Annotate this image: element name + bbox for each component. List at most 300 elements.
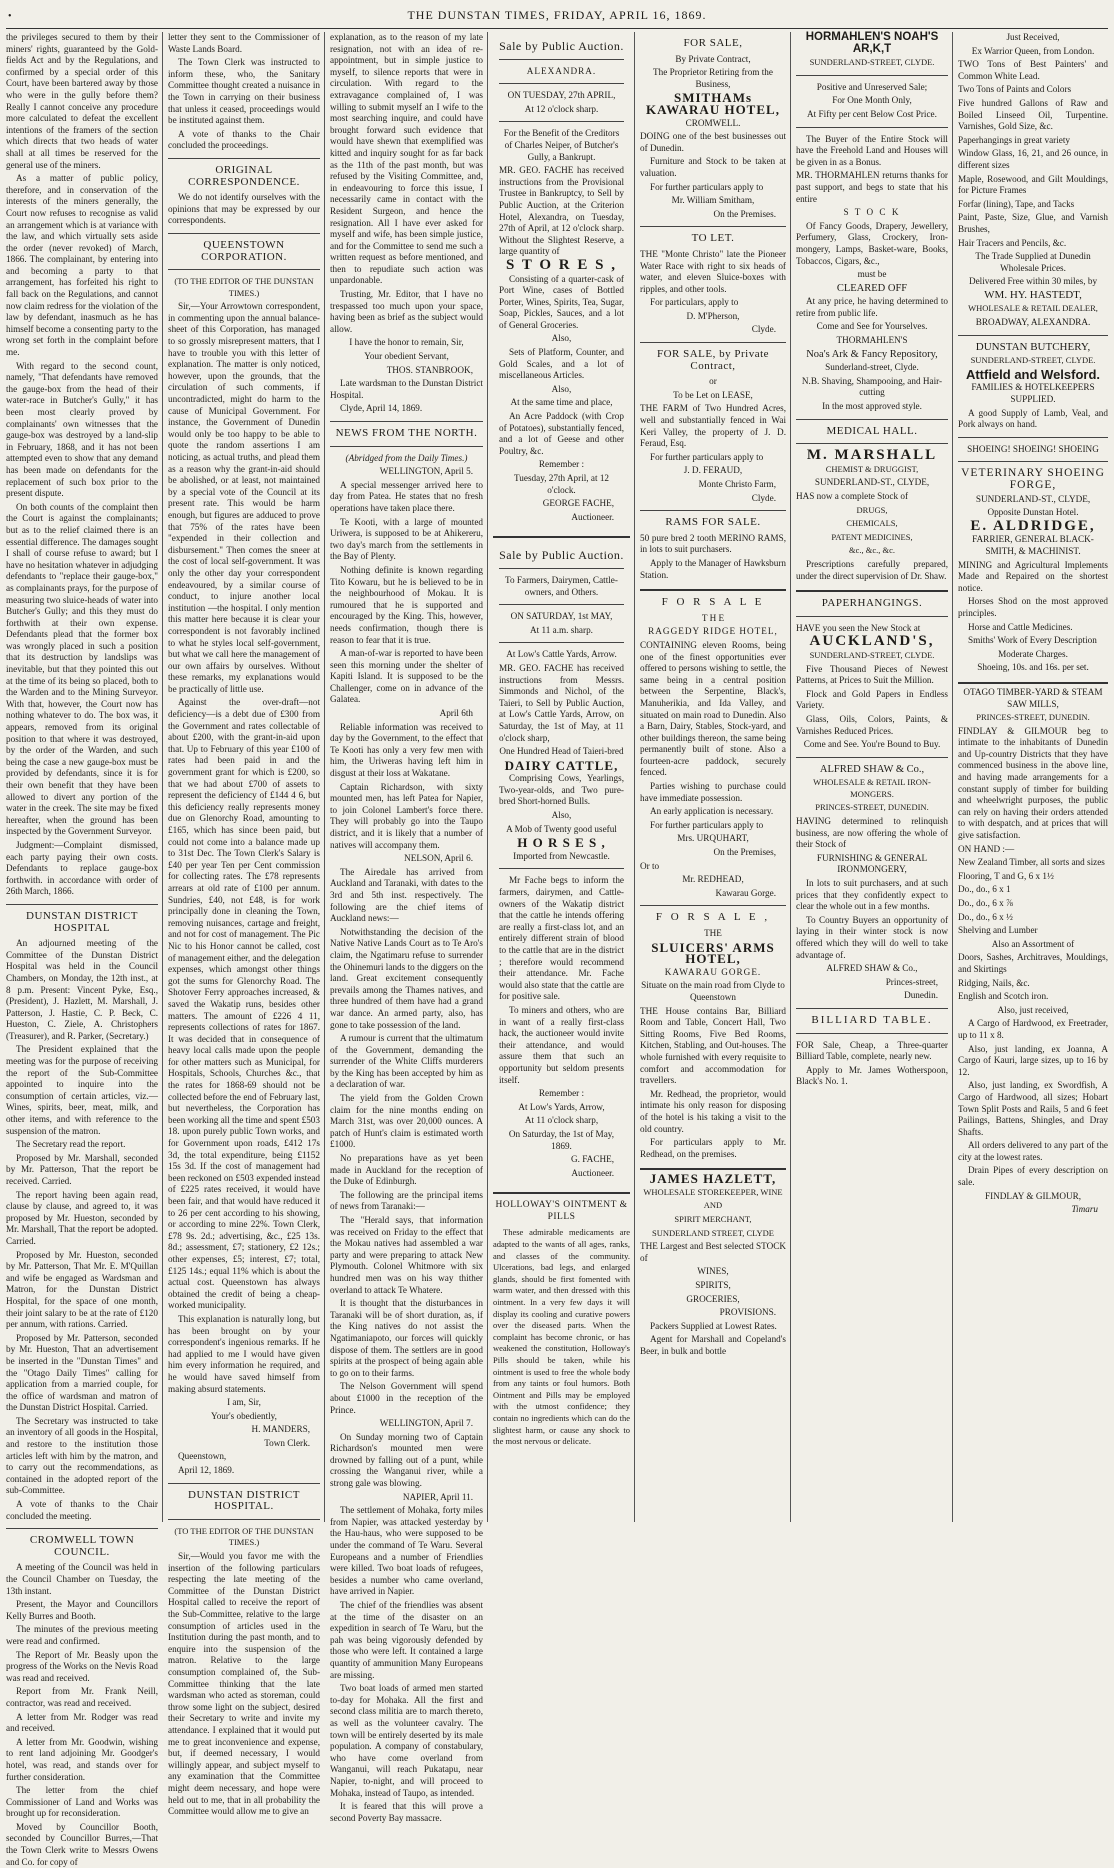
ad-text: Situate on the main road from Clyde to Queenstown — [641, 980, 785, 1002]
ad-merchant-name: JAMES HAZLETT, — [649, 1171, 777, 1187]
ad-text: T H E — [701, 612, 725, 623]
ad-list-item: PATENT MEDICINES, — [831, 531, 913, 542]
divider — [796, 616, 948, 617]
ad-text: Positive and Unreserved Sale; — [816, 81, 928, 92]
ad-text: Comprising Cows, Yearlings, Two-year-olds, and Two pure-bred Short-horned Bulls. — [499, 773, 624, 807]
ad-merchant-name: ALFRED SHAW & Co., — [819, 763, 925, 775]
letter-paragraph: Sir,—Would you favor me with the insertion of the following particulars respecting the late meeting of the Committee of the Dunstan District Hospital called to receive the report of the Sub-Committee, relative to the large consumption of articles used in the Institution during the past month, and to enquire into the suspension of the matron. Relative to the large consumption complained of, the Sub-Committee thinking that the late wardsman who acted as storeman, could throw some light on the subject, desired their Secretary to write and invite my attendance. I explained that it would put me to great inconvenience and expense, but, if deemed necessary, I would willingly appear, and subject myself to any examination that the Committee might deem necessary, and hope were held out to me, that in all probability the Committee would allow me to give an — [168, 1551, 320, 1817]
ad-text: Mr Fache begs to inform the farmers, dairymen, and Cattle-owners of the Wakatip district that the cattle he intends offering are really a first-class lot, and an entirely different strain of blood to the cattle that are in the district ; therefore would recommend their attendance. Mr. Fache would also state that the cattle are for positive sale. — [499, 875, 624, 1002]
news-paragraph: It is thought that the disturbances in Taranaki will be of short duration, as, if the King natives do not assist the Ngatimaniapoto, our forces will quickly dispose of them. The settlers are in good spirits at the prospect of being again able to go on to their farms. — [330, 1298, 483, 1378]
ad-text: THE FARM of Two Hundred Acres, well and substantially fenced in Wai Keri Valley, the property of J. D. Feraud, Esq. — [640, 403, 786, 449]
ad-text: FOR Sale, Cheap, a Three-quarter Billiard Table, complete, nearly new. — [796, 1039, 948, 1062]
article-paragraph: Moved by Councillor Booth, seconded by Councillor Burres,—That the Town Clerk write to Messrs Owens and Co. for copy of — [6, 1821, 158, 1867]
ad-item-title: S T O C K — [843, 207, 901, 218]
divider — [796, 1008, 948, 1009]
ad-text: The Buyer of the Entire Stock will have the Freehold Land and Houses will be given in as a Bonus. — [796, 133, 948, 167]
ad-item-title: RAGGEDY RIDGE HOTEL, — [648, 626, 778, 637]
article-paragraph: The President explained that the meeting was for the purpose of receiving the report of the Sub-Committee appointed to inquire into the consumption of certain articles, viz.—Wines, spirits, beer, meat, milk, and other items, and with reference to the suspension of the matron. — [6, 1044, 158, 1136]
column-rule — [952, 32, 953, 1522]
ad-street: Sunderland-street, Clyde. — [825, 362, 919, 373]
divider — [796, 757, 948, 758]
ad-heading: FOR SALE, by Private Contract, — [656, 348, 770, 372]
signoff: I have the honor to remain, Sir, — [349, 337, 464, 348]
ad-text: Window Glass, 16, 21, and 26 ounce, in different sizes — [958, 148, 1108, 170]
ad-heading: TO LET. — [691, 232, 735, 245]
ad-text: For further particulars apply to — [650, 451, 764, 462]
news-paragraph: On Sunday morning two of Captain Richardson's mounted men were drowned by falling out of a punt, while crossing the Wanganui river, while a strong gale was blowing. — [330, 1431, 483, 1489]
column-rule — [162, 32, 163, 1522]
ad-heading-medical: MEDICAL HALL. — [826, 424, 918, 437]
ad-list-item: WINES, — [697, 1266, 729, 1277]
ad-time: At 11 a.m. sharp. — [530, 624, 593, 635]
ad-text: Paperhangings in great variety — [958, 134, 1070, 145]
divider — [330, 446, 483, 447]
ad-place: CROMWELL. — [685, 117, 741, 128]
news-paragraph: The "Herald says, that information was received on Friday to the effect that the Mokau natives had assembled a war party and were preparing to attack New Plymouth. Colonel Whitmore with six hundred men was on his way thither overland to attack Te Whatere. — [330, 1215, 483, 1295]
ad-item-title: CLEARED OFF — [836, 282, 908, 294]
column-6 — [796, 32, 948, 1522]
divider — [168, 158, 320, 159]
article-paragraph: With regard to the second count, namely, "That defendants have removed the gauge-box from the head of their water-race in Butcher's Gully," it has been most clearly proved by complainants' own witnesses that the gauge-box was destroyed by a land-slip in February, 1868, and it has not been attempted even to show that any demand has been made on defendants for the replacement of such box prior to the present dispute. — [6, 360, 158, 499]
article-paragraph: The Town Clerk was instructed to inform these, who, the Sanitary Committee thought created a nuisance in the Town in carrying on their business that unless it ceased, proceedings would be instituted against them. — [168, 57, 320, 126]
ad-auctioneer-title: Auctioneer. — [571, 1167, 614, 1178]
ad-text: On Saturday, the 1st of May, 1869. — [508, 1128, 615, 1151]
article-paragraph: The Secretary was instructed to take an inventory of all goods in the Hospital, and restore to the institution those articles left with him by the matron, and to carry out the recommendations, as contained in the adopted report of the sub-Committee. — [6, 1415, 158, 1496]
ad-text: must be — [857, 269, 887, 280]
editor-note: (TO THE EDITOR OF THE DUNSTAN TIMES.) — [174, 1525, 314, 1548]
letter-date: April 12, 1869. — [178, 1465, 235, 1476]
letter-paragraph: Against the over-draft—not deficiency—is a debt due of £300 from the Government and rates collectable of about £200, with the grant-in-aid upon that. Up to February of this year £100 of rates had been paid in and the government grant for which is £200, so that we had about £700 of assets to represent the deficiency of £144 4 6, but this deficiency really represents money due on Glenorchy Road, amounting to £165, which has since been paid, but could not come into a balance made up to 31st Dec. The Town Clerk's Salary is £40 per year Ten per Cent commission for collecting rates. The £78 represents arrears at old rate of £100 per annum. Sundries, £40, not £48, is for work principally done in cleaning the Town, removing nuisances, cartage and freight, and not for cost of management. The Pic Nic to his Honor cannot be called, cost of management either, and the delegation expenses, which amongst other things got the sums for Glenorchy Road. The Shotover Ferry approaches increased, & saved the Wakatip runs, besides other matters. The amount of £226 4 11, represents collections of rates for 1867. It was decided that in consequence of heavy local calls made upon the people for other matters such as Municipal, for Hospitals, Schools, Churches &c., that the rates for 1868-69 should not be collected before the end of February last, but nevertheless, the Corporation has been working all the time and spent £503 18. upon purely public Town works, and for Government upon roads, £412 17s 3d, the total expenditure, being £1152 15s 3d. If the cost of management had been reckoned on £503 expended instead of £225 rates received, it would have been fair, and that would have reduced it to 26 per cent according to his showing, or according to mine 22%. Town Clerk, £78 9s. 2d.; advertising, &c., £25 13s. 8d.; assessment, £7; stationery, £2 12s.; other expenses, £5; interest, £7; total, £125 14s.; equal 11% which is about the actual cost. Queenstown has always obtained the credit of being a cheap-worked municipality. — [168, 697, 320, 1311]
ad-heading: Sale by Public Auction. — [499, 548, 624, 563]
signature: Dunedin. — [904, 990, 938, 1001]
ad-text: At the same time and place, — [510, 397, 613, 408]
ad-text: To miners and others, who are in want of a really first-class hack, the auctioneer would invite their attendance, and would assure them that such an opportunity but seldom presents itself. — [499, 1004, 624, 1085]
dateline: NELSON, April 6. — [404, 853, 473, 864]
ad-item-title: S T O R E S , — [506, 256, 617, 273]
ad-text: Agent for Marshall and Copeland's Beer, in bulk and bottle — [640, 1334, 786, 1356]
divider — [640, 342, 786, 343]
ad-trade: SPIRIT MERCHANT, — [674, 1214, 752, 1225]
divider — [796, 419, 948, 420]
ad-text: Also, just landing, ex Swordfish, A Cargo of Hardwood, all sizes; Hobart Town Split Posts and Rails, 5 and 6 feet Pailings, Battens, Shingles, and Dray Shafts. — [958, 1080, 1108, 1137]
column-7 — [958, 32, 1108, 1522]
divider — [168, 269, 320, 270]
signature: FINDLAY & GILMOUR, — [984, 1190, 1082, 1201]
ad-text: THE Largest and Best selected STOCK of — [640, 1241, 786, 1263]
ad-heading-holloway: HOLLOWAY'S OINTMENT & PILLS — [495, 1200, 628, 1222]
divider — [958, 335, 1108, 336]
divider — [958, 437, 1108, 438]
signature: H. MANDERS, — [251, 1424, 310, 1435]
ad-list-item: GROCERIES, — [686, 1293, 740, 1304]
ad-list-item: Do., do., 6 x 1 — [958, 884, 1011, 895]
article-paragraph: Proposed by Mr. Patterson, seconded by Mr. Hueston, That an advertisement be inserted in the "Dunstan Times" and the "Otago Daily Times" calling for application from a married couple, for the office of wardsman and matron of the Dunstan District Hospital. Carried. — [6, 1332, 158, 1413]
ad-text: THE "Monte Christo" late the Pioneer Water Race with right to six heads of water, and eleven Sluice-boxes with ripples, and other tools. — [640, 248, 786, 294]
ad-text: At any price, he having determined to retire from public life. — [796, 296, 948, 318]
ad-merchant-name: Attfield and Welsford. — [965, 366, 1101, 382]
signoff: Your obedient Servant, — [364, 351, 449, 362]
ad-street: SUNDERLAND-ST., CLYDE, — [814, 477, 930, 488]
ad-text: TWO Tons of Best Painters' and Common White Lead. — [958, 59, 1108, 81]
ad-text: DOING one of the best businesses out of Dunedin. — [640, 131, 786, 153]
ad-text: Opposite Dunstan Hotel. — [987, 507, 1079, 518]
divider — [640, 510, 786, 511]
ad-text: At 11 o'clock sharp, — [524, 1115, 599, 1126]
divider — [796, 443, 948, 444]
ad-trade: WHOLESALE STOREKEEPER, WINE — [643, 1186, 783, 1197]
article-paragraph: Proposed by Mr. Marshall, seconded by Mr. Patterson, That the report be received. Carried. — [6, 1152, 158, 1186]
ad-text: Drain Pipes of every description on sale. — [958, 1165, 1108, 1188]
page-corner-mark: • — [8, 11, 13, 22]
heading-queenstown: QUEENSTOWN CORPORATION. — [201, 238, 287, 263]
news-paragraph: A rumour is current that the ultimatum of the Government, demanding the surrender of the White Cliffs murderers by the King has been accepted by him as a declaration of war. — [330, 1033, 483, 1090]
news-paragraph: No preparations have as yet been made in Auckland for the reception of the Duke of Edinburgh. — [330, 1153, 483, 1187]
article-paragraph: An adjourned meeting of the Committee of the Dunstan District Hospital was held in the Council Chambers, on Monday, the 12th inst., at 8 p.m. Present: Vincent Pyke, Esq., (President), J. Hazlett, M. Marshall, J. Patterson, J. Hastie, C. P. Beck, C. Hueston, C. Ziele, A. Christophers (Treasurer), and R. Parker, (Secretary.) — [6, 938, 158, 1041]
ad-place: KAWARAU GORGE. — [664, 966, 762, 977]
ad-trade: FARRIER, GENERAL BLACK-SMITH, & MACHINIST. — [972, 534, 1094, 556]
ad-list-item: SPIRITS, — [695, 1280, 731, 1291]
news-paragraph: Captain Richardson, with sixty mounted men, has left Patea for Napier, to join Colonel Lambert's force there. They will probably go into the Taupo district, and it is likely that a number of natives will accompany them. — [330, 781, 483, 850]
article-paragraph: the privileges secured to them by their miners' rights, guaranteed by the Gold-fields Act and by the Regulations, and confirmed by a special order of this Court, have been bartered away by those who were in the gully before them? Really I cannot conceive any procedure more calculated to defeat the excellent intentions of the framers of the section which directs that two heads of water shall at all times be reserved for the general use of the miners. — [6, 32, 158, 170]
letter-paragraph: This explanation is naturally long, but has been brought on by your correspondent's ingenious remarks. If he had applied to me I would have given him every information he required, and he would have saved himself from making absurd statements. — [168, 1313, 320, 1394]
ad-text: 50 pure bred 2 tooth MERINO RAMS, in lots to suit purchasers. — [640, 532, 786, 555]
ad-list-item: Do., do., 6 x ½ — [958, 911, 1013, 922]
ad-text: Also, just landing, ex Joanna, A Cargo of Kauri, large sizes, up to 16 by 12. — [958, 1043, 1108, 1077]
ad-street: PRINCES-STREET, DUNEDIN. — [976, 712, 1090, 723]
ad-text: An early application is necessary. — [650, 806, 774, 817]
ad-text: The Proprietor Retiring from the Business, — [653, 67, 773, 89]
ad-text: N.B. Shaving, Shampooing, and Hair-cutting — [801, 375, 943, 398]
ad-text: Horses Shod on the most approved principles. — [958, 596, 1108, 618]
ad-place: ALEXANDRA. — [526, 65, 597, 76]
divider — [499, 121, 624, 122]
article-paragraph: The report having been again read, clause by clause, and agreed to, it was proposed by Mr. Hueston, seconded by Mr. Marshall, That the report be adopted. Carried. — [6, 1189, 158, 1246]
ad-heading: Just Received, — [1006, 32, 1060, 42]
ad-text: Forfar (lining), Tape, and Tacks — [958, 198, 1075, 209]
signature: Princes-street, — [885, 976, 938, 987]
ad-heading-forge: VETERINARY SHOEING FORGE, — [961, 467, 1105, 491]
ad-item-title: FURNISHING & GENERAL IRONMONGERY, — [816, 852, 928, 875]
editor-note: (TO THE EDITOR OF THE DUNSTAN TIMES.) — [174, 276, 314, 298]
ad-text: To be Let on LEASE, — [673, 389, 753, 400]
ad-business-name: Noa's Ark & Fancy Repository, — [806, 348, 938, 360]
ad-street: BROADWAY, ALEXANDRA. — [975, 317, 1091, 328]
ad-item-title: SLUICERS' ARMS HOTEL, — [651, 939, 775, 967]
ad-text: HAVE you seen the New Stock at — [796, 622, 921, 633]
ad-text: A Mob of Twenty good useful — [506, 823, 617, 834]
ad-list-item: New Zealand Timber, all sorts and sizes — [958, 857, 1105, 868]
ad-item-title: H O R S E S , — [517, 835, 606, 851]
news-paragraph: Reliable information was received to day by the Government, to the effect that Te Kooti has only a very few men with him, the Uriweras having left him in disgust at their loss at Wakatane. — [330, 721, 483, 779]
ad-text: Come and See. You're Bound to Buy. — [803, 739, 941, 750]
ad-text: At Low's Yards, Arrow, — [518, 1101, 605, 1112]
article-paragraph: A meeting of the Council was held in the Council Chamber on Tuesday, the 13th instant. — [6, 1562, 158, 1596]
ad-contact: Clyde. — [751, 324, 776, 335]
ad-trade: CHEMIST & DRUGGIST, — [825, 463, 919, 474]
news-paragraph: The Airedale has arrived from Auckland and Taranaki, with dates to the 3rd and 5th inst. respectively. The following are the chief items of Auckland news:— — [330, 866, 483, 924]
ad-street: SUNDERLAND-STREET, CLYDE. — [809, 649, 935, 660]
ad-street: SUNDERLAND-STREET, CLYDE. — [970, 355, 1096, 366]
ad-auctioneer: G. FACHE, — [571, 1154, 614, 1165]
ad-text: At Fifty per cent Below Cost Price. — [807, 108, 937, 119]
article-paragraph: We do not identify ourselves with the opinions that may be expressed by our correspondents. — [168, 192, 320, 226]
ad-text: Maple, Rosewood, and Gilt Mouldings, for Picture Frames — [958, 173, 1108, 196]
ad-contact: On the Premises. — [713, 208, 776, 219]
ad-text: Glass, Oils, Colors, Paints, & Varnishes Reduced Prices. — [796, 713, 948, 736]
letter-paragraph: explanation, as to the reason of my late resignation, not with an idea of re-appointment, but in simple justice to myself, to silence reports that were in circulation. With regard to the extravagance complained of, I was willing to submit myself an I wife to the most searching inquire, and could have brought forward such evidence that would have shewn that exemplified was kitted and inquiry sought for as far back as the 11th of the past month, but was refused by the Visiting Committee, and, in endeavouring to force this issue, I necessarily came in contact with the Resident Surgeon, and hence the resignation. All I have ever asked for myself and wife, has been simple justice, and for the Committee to send me such a written request as before mentioned, and then to repudiate such action was unpardonable. — [330, 32, 483, 286]
news-paragraph: The settlement of Mohaka, forty miles from Napier, was attacked yesterday by the Hau-haus, who were supposed to be under the command of Te Waru. Several Europeans and a number of Friendlies were killed. Two boat loads of refugees, besides a number who came overland, have arrived in Napier. — [330, 1505, 483, 1597]
ad-text: Also, — [551, 333, 572, 344]
divider — [6, 904, 158, 905]
ad-heading-butchery: DUNSTAN BUTCHERY, — [975, 340, 1091, 353]
ad-merchant-name: E. ALDRIDGE, — [970, 517, 1096, 534]
column-1 — [6, 32, 158, 1867]
article-paragraph: The Report of Mr. Beasly upon the progress of the Works on the Nevis Road was read and received. — [6, 1649, 158, 1683]
ad-text: These admirable medicaments are adapted to the wants of all ages, ranks, and classes of the community. Ulcerations, bad legs, and enlarged glands, should be first fomented with warm water, and then dressed with this ointment. In a very few days it will display its cooling and curative powers over the diseased parts. When the complaint has become chronic, or has weakened the constitution, Holloway's Pills should be taken, while his ointment is used to free the whole body from any taints or foul humors. Both Ointment and Pills may be employed with the utmost confidence; they contain no ingredients which can do the slightest harm, or cause any shock to the most nervous or delicate. — [493, 1227, 630, 1447]
divider — [640, 905, 786, 906]
ad-text: A Cargo of Hardwood, ex Freetrader, up to 11 x 8. — [958, 1018, 1108, 1040]
news-paragraph: A special messenger arrived here to day from Patea. He states that no fresh operations have taken place there. — [330, 479, 483, 513]
divider — [493, 1192, 630, 1194]
ad-heading: F O R S A L E — [661, 596, 765, 609]
heading-hospital-letter: DUNSTAN DISTRICT HOSPITAL. — [188, 1488, 300, 1513]
column-rule — [790, 32, 791, 1522]
masthead — [0, 0, 1114, 28]
signature: THOS. STANBROOK, — [386, 364, 473, 375]
letter-paragraph: Trusting, Mr. Editor, that I have no trespassed too much upon your space, having been as brief as the subject would allow. — [330, 289, 483, 334]
ad-text: To Farmers, Dairymen, Cattle-owners, and Others. — [505, 574, 618, 597]
news-paragraph: Notwithstanding the decision of the Native Native Lands Court as to Te Aro's claim, the Ngatimaru refuse to surrender the Ohinemuri lands to the diggers on the land. Great excitement consequently prevails among the Thames natives, and three hundred of them have had a grand war dance. An armed party, also, has gone to take possession of the land. — [330, 926, 483, 1030]
ad-contact: On the Premises, — [713, 847, 776, 858]
ad-text: The Trade Supplied at Dunedin Wholesale Prices. — [975, 251, 1091, 273]
ad-place: At Low's Cattle Yards, Arrow. — [506, 649, 617, 660]
ad-heading: RAMS FOR SALE. — [665, 516, 761, 529]
ad-text: HAS now a complete Stock of — [796, 491, 909, 501]
article-paragraph: letter they sent to the Commissioner of Waste Lands Board. — [168, 32, 320, 54]
ad-text: THE — [704, 928, 722, 938]
ad-text: THE House contains Bar, Billiard Room and Table, Concert Hall, Two Sitting Rooms, Five Bed Rooms, Kitchen, Stabling, and Out-houses. The whole furnished with every requisite to comfort and accommodation for travellers. — [640, 1005, 786, 1086]
ad-text: Prescriptions carefully prepared, under the direct supervision of Dr. Shaw. — [796, 558, 948, 581]
article-paragraph: Judgment:—Complaint dismissed, each party paying their own costs. Defendants to replace gauge-box forthwith. in accordance with order of 26th March, 1866. — [6, 839, 158, 897]
divider — [168, 233, 320, 234]
divider — [796, 75, 948, 76]
ad-date: ON TUESDAY, 27th APRIL, — [507, 90, 616, 101]
article-paragraph: Report from Mr. Frank Neill, contractor, was read and received. — [6, 1686, 158, 1708]
ad-heading-sawmill: OTAGO TIMBER-YARD & STEAM SAW MILLS, — [963, 686, 1103, 709]
article-paragraph: Present, the Mayor and Councillors Kelly Burres and Booth. — [6, 1599, 158, 1621]
article-paragraph: A letter from Mr. Rodger was read and received. — [6, 1711, 158, 1734]
divider — [958, 682, 1108, 684]
ad-text: FAMILIES & HOTELKEEPERS SUPPLIED. — [971, 382, 1095, 405]
ad-contact: Kawarau Gorge. — [715, 887, 776, 898]
dateline: NAPIER, April 11. — [402, 1491, 473, 1502]
signature-place: Timaru — [1071, 1204, 1098, 1215]
ad-text: ON HAND :— — [958, 843, 1015, 854]
ad-text: All orders delivered to any part of the city at the lowest rates. — [958, 1140, 1108, 1162]
divider — [499, 642, 624, 643]
ad-text: Apply to Mr. James Wotherspoon, Black's No. 1. — [796, 1064, 948, 1087]
ad-list-item: Doors, Sashes, Architraves, Mouldings, and Skirtings — [958, 952, 1108, 974]
ad-text: HAVING determined to relinquish business, are now offering the whole of their Stock of — [796, 816, 948, 850]
ad-text: Shoeing, 10s. and 16s. per set. — [977, 662, 1089, 673]
ad-text: AND — [703, 1200, 723, 1211]
ad-text: For particulars apply to Mr. Redhead, on the premises. — [640, 1137, 786, 1159]
article-paragraph: The Secretary read the report. — [16, 1139, 126, 1150]
ad-trade: WHOLESALE & RETAIL DEALER, — [968, 303, 1098, 314]
ad-heading: Sale by Public Auction. — [499, 39, 624, 53]
ad-text: Parties wishing to purchase could have immediate possession. — [640, 781, 786, 803]
news-paragraph: The following are the principal items of news from Taranaki:— — [330, 1189, 483, 1212]
ad-text: Horse and Cattle Medicines. — [968, 621, 1073, 632]
ad-contact: J. D. FERAUD, — [683, 465, 743, 476]
ad-contact: Clyde. — [751, 492, 776, 503]
column-rule — [634, 32, 635, 1522]
ad-list-item: Flooring, T and G, 6 x 1½ — [958, 870, 1054, 881]
ad-street: PRINCES-STREET, DUNEDIN. — [815, 802, 929, 813]
ad-contact: Mr. William Smitham, — [671, 195, 755, 206]
ad-contact: Mr. REDHEAD, — [682, 874, 744, 885]
ad-list-item: Shelving and Lumber — [958, 925, 1038, 936]
ad-text: Come and See for Yourselves. — [816, 321, 928, 332]
ad-text: MR. GEO. FACHE has received instructions from Messrs. Simmonds and Nichol, of the Taieri, to Sell by Public Auction, at Low's Cattle Yards, Arrow, on Saturday, the 1st of May, at 11 o'clock sharp, — [499, 662, 624, 743]
article-paragraph: A letter from Mr. Goodwin, wishing to rent land adjoining Mr. Goodger's hotel, was read, and stands over for further consideration. — [6, 1736, 158, 1782]
signoff: I am, Sir, — [227, 1397, 261, 1408]
masthead-rule — [6, 28, 1108, 29]
ad-text: Remember : — [538, 1088, 585, 1099]
letter-date: Clyde, April 14, 1869. — [340, 403, 423, 414]
news-paragraph: The chief of the friendlies was absent at the time of the disaster on an expedition in search of Te Waru, but the pah was being vigorously defended by those who were left. It contained a large quantity of ammunition Many Europeans are missing. — [330, 1600, 483, 1680]
ad-contact: Monte Christo Farm, — [698, 479, 776, 489]
divider — [6, 1528, 158, 1529]
ad-text: MR. THORMAHLEN returns thanks for past support, and begs to state that his entire — [796, 170, 948, 204]
column-rule — [487, 32, 488, 1522]
divider — [499, 83, 624, 84]
article-paragraph: The letter from the chief Commissioner of Land and Works was brought up for reconsideration. — [6, 1785, 158, 1819]
ad-street: SUNDERLAND-STREET, CLYDE. — [809, 57, 935, 68]
ad-text: Hair Tracers and Pencils, &c. — [958, 237, 1067, 248]
ad-text: Packers Supplied at Lowest Rates. — [650, 1320, 777, 1331]
heading-news-north: NEWS FROM THE NORTH. — [335, 427, 478, 439]
ad-list-item: Ridging, Nails, &c. — [958, 977, 1030, 988]
ad-heading-billiard: BILLIARD TABLE. — [811, 1013, 933, 1026]
ad-text: To Country Buyers an opportunity of laying in their winter stock is now offered which they will do well to take advantage of. — [796, 914, 948, 960]
ad-text: For particulars, apply to — [650, 297, 739, 308]
divider — [796, 127, 948, 128]
ad-text: For the Benefit of the Creditors of Charles Neiper, of Butcher's Gully, a Bankrupt. — [503, 128, 620, 162]
ad-text: For One Month Only, — [832, 95, 912, 106]
column-4 — [493, 32, 630, 1522]
ad-text: MR. GEO. FACHE has received instructions from the Provisional Trustee in Bankruptcy, to Sell by Public Auction, at the Criterion Hotel, Alexandra, on Tuesday, 27th of April, at 12 o'clock sharp. Without the Slightest Reserve, a large quantity of — [499, 165, 624, 257]
ad-text: Consisting of a quarter-cask of Port Wine, cases of Bottled Porter, Wines, Spirits, Tea, Sugar, Soap, Pickles, Sauces, and a lot of General Groceries. — [499, 273, 624, 330]
ad-text: Sets of Platform, Counter, and Gold Scales, and a lot of miscellaneous Articles. — [499, 347, 624, 381]
ad-text: Of Fancy Goods, Drapery, Jewellery, Perfumery, Glass, Crockery, Iron-mongery, Lamps, Basket-ware, Books, Tobaccos, Cigars, &c., — [796, 220, 948, 266]
heading-council: CROMWELL TOWN COUNCIL. — [29, 1534, 135, 1558]
column-2 — [168, 32, 320, 1817]
dateline: WELLINGTON, April 7. — [379, 1418, 473, 1429]
divider — [499, 59, 624, 60]
divider — [330, 421, 483, 422]
signature-title: Town Clerk. — [264, 1437, 310, 1448]
divider — [796, 1033, 948, 1034]
dateline: April 6th — [439, 708, 473, 719]
ad-auctioneer-title: Auctioneer. — [571, 511, 614, 522]
ad-text: Remember : — [538, 459, 585, 470]
ad-text: Delivered Free within 30 miles, by — [968, 276, 1098, 287]
signoff: Your's obediently, — [211, 1410, 277, 1421]
ad-text: Also an Assortment of — [991, 938, 1075, 949]
column-5 — [640, 32, 786, 1522]
news-paragraph: The Nelson Government will spend about £1000 in the reception of the Prince. — [330, 1381, 483, 1415]
ad-contact: Mrs. URQUHART, — [677, 833, 749, 844]
news-paragraph: Te Kooti, with a large of mounted Uriwera, is supposed to be at Ahikereru, two day's march from the settlements in the Bay of Plenty. — [330, 516, 483, 562]
ad-text: An Acre Paddock (with Crop of Potatoes), substantially fenced, and a lot of Geese and other Poultry, &c. — [499, 411, 624, 456]
ad-merchant-name: WM. HY. HASTEDT, — [984, 288, 1082, 301]
letter-place: Queenstown, — [178, 1451, 227, 1462]
ad-list-item: PROVISIONS. — [719, 1307, 776, 1318]
ad-text: or — [709, 376, 717, 387]
ad-text: Also, — [551, 383, 572, 394]
article-paragraph: On both counts of the complaint then the Court is against the complainants; but as to the relief claimed there is an essential difference. The damages sought I shall of course refuse to award; but I have no hesitation whatever in adjudging defendants to "replace their gauge-box," as complainants prays, for the purpose of measuring two sluice-heads of water into Butcher's Gully; and this they must do forthwith at their own expense. Defendants plead that the former box was wrongly placed in such a position that its destruction by landslips was inevitable, but that they pointed this out at the time of its being so placed, both to the Warden and to the Mining Surveyor. With that, however, the Court now has nothing whatever to do. The box was, it appears, removed from its original position to that where it was destroyed, by the order of the Warden, and such being the case a new gauge-box must be provided by defendants, since it is for their own benefit that they have been allowed to divert any portion of the water in the creek. The site may be fixed hereafter, when the ground has been inspected by the Government Surveyor. — [6, 501, 158, 837]
divider — [168, 1519, 320, 1520]
ad-text: Also, — [551, 810, 572, 821]
ad-trade: WHOLESALE & RETAIL IRON-MONGERS. — [813, 777, 931, 799]
ad-street: SUNDERLAND STREET, CLYDE — [651, 1227, 774, 1238]
ad-heading-ark: HORMAHLEN'S NOAH'S AR,K,T — [805, 31, 939, 55]
divider — [640, 226, 786, 227]
article-paragraph: A vote of thanks to the Chair concluded the meeting. — [6, 1499, 158, 1521]
ad-list-item: English and Scotch iron. — [958, 991, 1049, 1002]
signature: ALFRED SHAW & Co., — [826, 963, 918, 974]
column-3 — [330, 32, 483, 1823]
letter-paragraph: Sir,—Your Arrowtown correspondent, in commenting upon the annual balance-sheet of this Corporation, has managed to so grossly misrepresent matters, that I have to trouble you with this letter of explanation. The matter is only noticed, however, upon the grounds, that the circulation of such comments, if uncontradicted, might do harm to the cause of Municipal Government. For instance, the Government of Dunedin would only be too happy to be able to quote the random assertions I am noticing, as actual truths, and plead them as a reason why the grant-in-aid should be abolished, or at least, not maintained by a special vote of the Council at its present rate. This would be harm enough, but figures are adduced to prove that 75% of the rates have been "expended in their collection and disbursement." Then comes the sneer at the cost of local self-government. It was only the other day your correspondent endeavoured, by a similar course of conduct, to injure another local institution —the hospital. I only mention this matter here because it is clear your correspondent is not favorably inclined to what he styles local self-government, but what we call here the management of our own affairs by ourselves. Without these remarks, my explanations would be practically of little use. — [168, 301, 320, 694]
ad-text: Moderate Charges. — [998, 648, 1068, 659]
ad-text: Flock and Gold Papers in Endless Variety. — [796, 688, 948, 711]
ad-list-item: DRUGS, — [856, 504, 888, 515]
ad-text: In the most approved style. — [822, 401, 922, 412]
ad-text: Two Tons of Paints and Colors — [958, 84, 1072, 95]
ad-list-item: Do., do., 6 x ⅞ — [958, 898, 1013, 908]
ad-merchant-name: THORMAHLEN'S — [836, 335, 908, 346]
ad-text: In lots to suit purchasers, and at such prices that they confidently expect to clear the whole out in a few months. — [796, 878, 948, 912]
newspaper-title: THE DUNSTAN TIMES, FRIDAY, APRIL 16, 1869. — [407, 8, 707, 22]
ad-text: Furniture and Stock to be taken at valuation. — [640, 156, 786, 178]
ad-list-item: CHEMICALS, — [846, 518, 898, 529]
heading-hospital: DUNSTAN DISTRICT HOSPITAL — [26, 909, 138, 934]
divider — [640, 1168, 786, 1170]
ad-heading-shoeing: SHOEING! SHOEING! SHOEING — [967, 443, 1099, 454]
ad-text: Tuesday, 27th April, at 12 o'clock. — [513, 473, 610, 495]
ad-text: Imported from Newcastle. — [513, 850, 610, 861]
ad-text: Also, just received, — [997, 1004, 1069, 1015]
column-rule — [324, 32, 325, 1522]
divider — [640, 589, 786, 591]
news-paragraph: Nothing definite is known regarding Tito Kowaru, but he is believed to be in the neighbourhood of Mokau. It is rumoured that he is supported and encouraged by the King. This, however, needs confirmation, though there is reason to fear that it is true. — [330, 564, 483, 645]
ad-text: By Private Contract, — [675, 53, 751, 64]
ad-heading: FOR SALE, — [683, 37, 743, 49]
ad-text: For further particulars apply to — [650, 819, 764, 830]
divider — [796, 590, 948, 592]
ad-text: Five hundred Gallons of Raw and Boiled Linseed Oil, Turpentine. Varnishes, Gold Size, &c. — [958, 97, 1108, 132]
article-paragraph: A vote of thanks to the Chair concluded the proceedings. — [168, 128, 320, 151]
ad-list-item: &c., &c., &c. — [848, 545, 896, 556]
ad-merchant-name: AUCKLAND'S, — [809, 633, 935, 650]
news-paragraph: A man-of-war is reported to have been seen this morning under the shelter of Kapiti Island. It is supposed to be the Challenger, come on in advance of the Galatea. — [330, 648, 483, 705]
divider — [493, 536, 630, 538]
ad-date: ON SATURDAY, 1st MAY, — [510, 611, 613, 622]
heading-correspondence: ORIGINAL CORRESPONDENCE. — [188, 163, 300, 188]
news-paragraph: The yield from the Golden Crown claim for the nine months ending on March 31st, was over 20,000 ounces. A patch of Hunt's claim is estimated worth £1000. — [330, 1093, 483, 1150]
divider — [168, 1483, 320, 1484]
